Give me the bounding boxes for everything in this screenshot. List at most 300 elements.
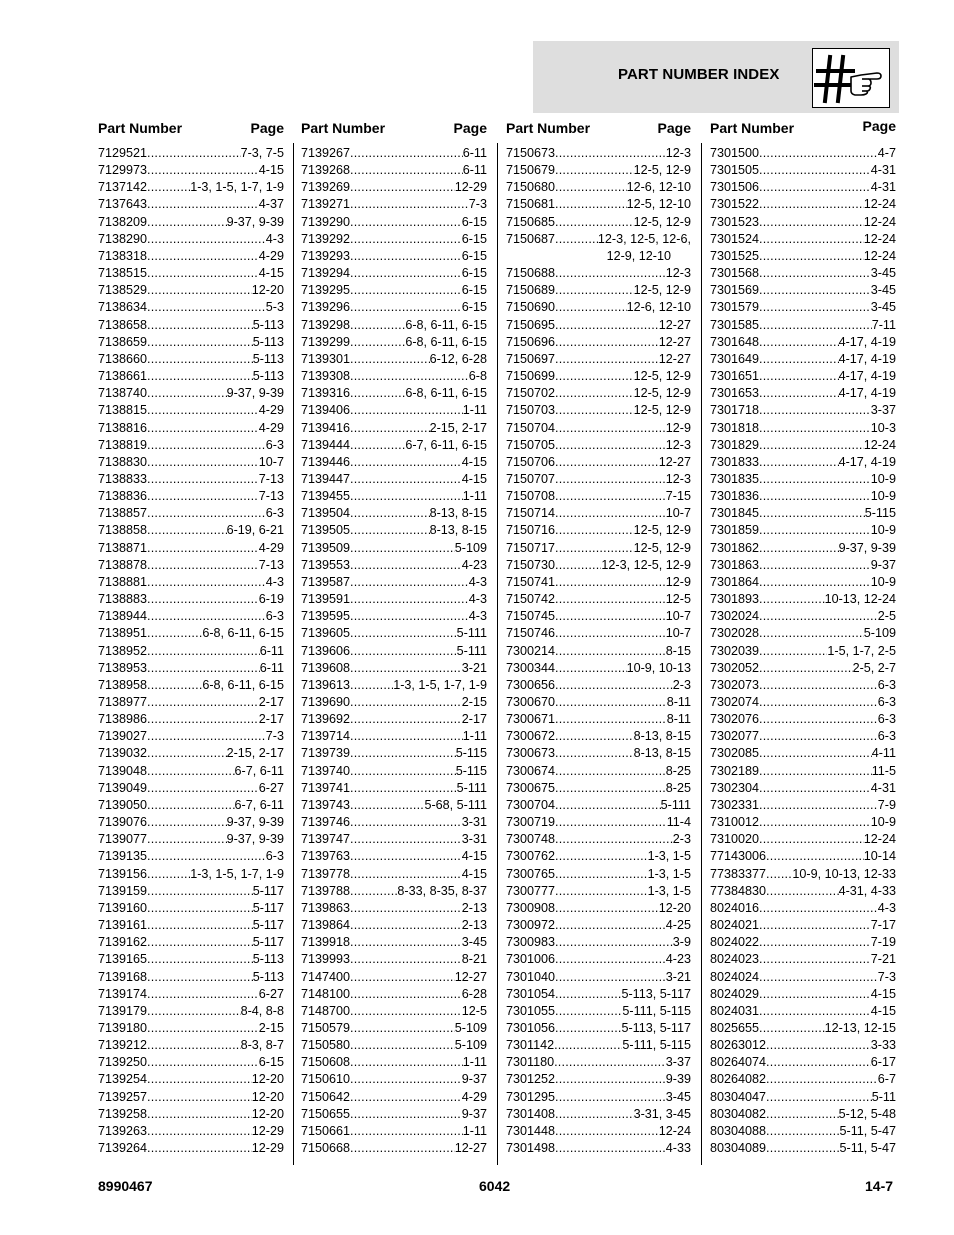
page-reference: 7-21 xyxy=(870,952,896,967)
index-entry xyxy=(506,522,691,539)
dot-leader xyxy=(766,1123,839,1140)
index-entry xyxy=(98,334,284,351)
part-number: 7138819 xyxy=(98,437,148,452)
index-entry xyxy=(301,986,487,1003)
index-entry xyxy=(98,814,284,831)
dot-leader xyxy=(555,317,659,334)
dot-leader xyxy=(147,969,253,986)
page-reference: 8-13, 8-15 xyxy=(633,729,691,744)
part-number: 7138883 xyxy=(98,592,148,607)
page-reference: 12-20 xyxy=(251,1072,284,1087)
index-entry xyxy=(98,1106,284,1123)
part-number: 7300983 xyxy=(506,935,556,950)
part-number: 7150705 xyxy=(506,437,556,452)
dot-leader xyxy=(350,969,455,986)
dot-leader xyxy=(759,505,865,522)
dot-leader xyxy=(555,385,634,402)
index-entry xyxy=(98,505,284,522)
dot-leader xyxy=(147,848,266,865)
dot-leader xyxy=(147,1140,252,1157)
page-reference: 1-11 xyxy=(462,403,487,418)
dot-leader xyxy=(759,900,878,917)
dot-leader xyxy=(147,214,227,231)
dot-leader xyxy=(759,660,853,677)
page-reference: 6-3 xyxy=(265,437,284,452)
index-entry xyxy=(710,505,896,522)
dot-leader xyxy=(555,162,634,179)
index-entry xyxy=(301,437,487,454)
page-reference: 6-15 xyxy=(461,300,487,315)
part-number: 7138986 xyxy=(98,712,148,727)
index-entry xyxy=(98,866,284,883)
index-entry xyxy=(301,385,487,402)
dot-leader xyxy=(350,660,462,677)
dot-leader xyxy=(555,471,666,488)
dot-leader xyxy=(555,848,648,865)
index-entry xyxy=(710,299,896,316)
index-entry xyxy=(98,711,284,728)
part-number: 7139918 xyxy=(301,935,351,950)
index-entry xyxy=(98,831,284,848)
page-reference: 10-9 xyxy=(870,815,896,830)
page-reference: 7-13 xyxy=(258,489,284,504)
page-reference: 12-24 xyxy=(863,832,896,847)
page-reference: 12-24 xyxy=(658,1123,691,1138)
column-header xyxy=(506,120,691,145)
part-number: 7139161 xyxy=(98,918,148,933)
index-column-4 xyxy=(710,118,896,1157)
page-reference: 6-15 xyxy=(461,266,487,281)
dot-leader xyxy=(147,591,259,608)
index-entry xyxy=(301,454,487,471)
index-entry xyxy=(301,1071,487,1088)
page-reference: 12-3, 12-5, 12-6, xyxy=(597,231,691,246)
index-entry xyxy=(98,934,284,951)
index-entry xyxy=(98,282,284,299)
part-number: 77143006 xyxy=(710,849,767,864)
dot-leader xyxy=(759,694,878,711)
index-entry xyxy=(506,231,691,248)
page-reference: 4-31, 4-33 xyxy=(838,883,896,898)
index-entry xyxy=(98,351,284,368)
index-entry xyxy=(710,437,896,454)
index-entry xyxy=(301,848,487,865)
page-reference: 8-21 xyxy=(461,952,487,967)
index-entry xyxy=(98,1037,284,1054)
part-number: 7139162 xyxy=(98,935,148,950)
index-entry xyxy=(710,969,896,986)
part-number: 77384830 xyxy=(710,883,767,898)
page-reference: 6-15 xyxy=(461,214,487,229)
dot-leader xyxy=(350,162,463,179)
page-reference: 4-7 xyxy=(877,146,896,160)
part-number: 7300671 xyxy=(506,712,556,727)
part-number: 7138881 xyxy=(98,574,148,589)
page-reference: 5-109 xyxy=(863,626,896,641)
dot-leader xyxy=(350,334,405,351)
dot-leader xyxy=(759,437,864,454)
page-reference: 6-11 xyxy=(259,643,284,658)
part-number: 7139299 xyxy=(301,334,351,349)
index-entry xyxy=(506,951,691,968)
dot-leader xyxy=(554,1054,666,1071)
index-entry xyxy=(301,471,487,488)
part-number: 7150668 xyxy=(301,1141,351,1156)
dot-leader xyxy=(759,231,864,248)
part-number: 7139505 xyxy=(301,523,351,538)
dot-leader xyxy=(555,591,666,608)
page-reference: 6-8, 6-11, 6-15 xyxy=(202,677,284,692)
dot-leader xyxy=(147,1106,252,1123)
page-reference: 6-11 xyxy=(462,163,487,178)
part-number: 7301506 xyxy=(710,180,760,195)
page-reference: 10-9, 10-13 xyxy=(626,660,691,675)
part-number: 7150716 xyxy=(506,523,556,538)
page-reference: 8-33, 8-35, 8-37 xyxy=(397,883,487,898)
index-entry xyxy=(506,814,691,831)
page-reference: 5-117 xyxy=(252,900,284,915)
page-reference: 6-8 xyxy=(468,369,487,384)
part-number: 7301864 xyxy=(710,574,760,589)
index-entry xyxy=(98,385,284,402)
part-number: 7139301 xyxy=(301,351,351,366)
page-reference: 5-109 xyxy=(454,1038,487,1053)
part-number: 7139504 xyxy=(301,506,351,521)
dot-leader xyxy=(350,1037,455,1054)
index-entry xyxy=(301,883,487,900)
page-reference: 4-37 xyxy=(258,197,284,212)
dot-leader xyxy=(759,368,839,385)
column-header xyxy=(710,118,896,145)
part-number: 7301836 xyxy=(710,489,760,504)
dot-leader xyxy=(147,1037,241,1054)
index-entry xyxy=(301,866,487,883)
page-title: PART NUMBER INDEX xyxy=(618,66,780,83)
part-number: 7301651 xyxy=(710,369,760,384)
page-reference: 10-14 xyxy=(863,849,896,864)
part-number: 7150673 xyxy=(506,146,556,160)
dot-leader xyxy=(759,797,878,814)
page-reference: 4-3 xyxy=(468,592,487,607)
index-entry xyxy=(98,625,284,642)
part-number: 7302189 xyxy=(710,763,760,778)
dot-leader xyxy=(147,934,253,951)
part-number: 7139747 xyxy=(301,832,351,847)
index-entry xyxy=(506,1003,691,1020)
part-number: 8024024 xyxy=(710,969,760,984)
index-entry xyxy=(98,574,284,591)
page-reference: 5-111 xyxy=(456,626,487,641)
part-number: 7139743 xyxy=(301,797,351,812)
dot-leader xyxy=(766,866,792,883)
part-number: 80263012 xyxy=(710,1038,767,1053)
index-entry xyxy=(301,625,487,642)
index-entry xyxy=(301,488,487,505)
part-number: 7139296 xyxy=(301,300,351,315)
part-number: 7300972 xyxy=(506,918,556,933)
index-entry xyxy=(710,1089,896,1106)
dot-leader xyxy=(766,1089,872,1106)
dot-leader xyxy=(759,248,864,265)
part-number: 7138529 xyxy=(98,283,148,298)
dot-leader xyxy=(147,1123,252,1140)
part-number: 7139048 xyxy=(98,763,148,778)
page-reference: 6-15 xyxy=(461,231,487,246)
part-number: 7302074 xyxy=(710,695,760,709)
index-entry xyxy=(301,780,487,797)
dot-leader xyxy=(147,780,259,797)
part-number: 7139292 xyxy=(301,231,351,246)
index-entry xyxy=(301,282,487,299)
page-reference: 10-9 xyxy=(870,489,896,504)
page-reference: 4-3 xyxy=(468,609,487,624)
index-column-3 xyxy=(506,120,691,1157)
page-reference: 4-3 xyxy=(265,231,284,246)
page-reference: 7-13 xyxy=(258,557,284,572)
page-reference: 1-3, 1-5, 1-7, 1-9 xyxy=(393,677,487,692)
index-entry xyxy=(506,505,691,522)
page-reference: 9-37, 9-39 xyxy=(838,540,896,555)
part-number: 7150741 xyxy=(506,574,556,589)
part-number: 7150690 xyxy=(506,300,556,315)
page-reference: 12-13, 12-15 xyxy=(824,1020,896,1035)
part-number: 7139159 xyxy=(98,883,148,898)
part-number: 7302304 xyxy=(710,780,760,795)
page-reference: 5-111 xyxy=(456,780,487,795)
page-reference: 3-37 xyxy=(665,1055,691,1070)
dot-leader xyxy=(350,625,457,642)
page-reference: 6-3 xyxy=(265,849,284,864)
dot-leader xyxy=(555,745,634,762)
part-number: 7139267 xyxy=(301,146,351,160)
dot-leader xyxy=(766,1140,839,1157)
page-reference: 2-15, 2-17 xyxy=(226,746,284,761)
dot-leader xyxy=(350,214,462,231)
part-number: 8024021 xyxy=(710,918,760,933)
page-reference: 6-8, 6-11, 6-15 xyxy=(405,386,487,401)
part-number: 7139778 xyxy=(301,866,351,881)
page-reference: 12-3 xyxy=(665,266,691,281)
dot-leader xyxy=(759,1020,825,1037)
dot-leader xyxy=(350,505,430,522)
index-entry xyxy=(301,728,487,745)
page-reference: 2-13 xyxy=(461,900,487,915)
dot-leader xyxy=(555,694,667,711)
part-number: 7139077 xyxy=(98,832,148,847)
part-number: 7300670 xyxy=(506,695,556,709)
page-reference: 4-23 xyxy=(665,952,691,967)
part-number: 7139606 xyxy=(301,643,351,658)
part-number: 7139295 xyxy=(301,283,351,298)
page-reference: 9-37, 9-39 xyxy=(226,815,284,830)
dot-leader xyxy=(350,471,462,488)
dot-leader xyxy=(759,917,871,934)
part-number: 7150697 xyxy=(506,351,556,366)
page-reference: 1-3, 1-5, 1-7, 1-9 xyxy=(190,866,284,881)
index-entry xyxy=(710,145,896,162)
index-entry xyxy=(506,797,691,814)
index-entry xyxy=(301,1089,487,1106)
part-number: 7138318 xyxy=(98,248,148,263)
dot-leader xyxy=(350,797,424,814)
page-reference: 5-115 xyxy=(455,746,487,761)
dot-leader xyxy=(147,745,227,762)
page-reference: 12-9, 12-10 xyxy=(606,248,671,263)
page-reference: 12-29 xyxy=(251,1141,284,1156)
page-reference: 2-17 xyxy=(258,695,284,709)
part-number: 7150717 xyxy=(506,540,556,555)
dot-leader xyxy=(350,1003,462,1020)
index-entry xyxy=(710,1037,896,1054)
page-reference: 5-3 xyxy=(265,300,284,315)
dot-leader xyxy=(759,145,878,162)
page-reference: 4-33 xyxy=(665,1141,691,1156)
page-reference: 10-7 xyxy=(665,609,691,624)
page-reference: 12-27 xyxy=(454,1141,487,1156)
page-reference: 6-15 xyxy=(461,248,487,263)
part-number: 7300765 xyxy=(506,866,556,881)
part-number-heading: Part Number xyxy=(98,120,183,136)
page-reference: 1-3, 1-5, 1-7, 1-9 xyxy=(190,180,284,195)
page-reference: 10-9, 10-13, 12-33 xyxy=(792,866,896,881)
page-heading: Page xyxy=(250,120,284,136)
dot-leader xyxy=(147,1020,259,1037)
column-divider xyxy=(293,143,294,1165)
dot-leader xyxy=(147,402,259,419)
index-entry xyxy=(710,420,896,437)
page-reference: 3-9 xyxy=(672,935,691,950)
dot-leader xyxy=(759,763,872,780)
index-entry xyxy=(98,745,284,762)
index-entry xyxy=(98,951,284,968)
index-entry xyxy=(710,608,896,625)
index-entry xyxy=(98,1054,284,1071)
index-entry xyxy=(506,179,691,196)
index-entry xyxy=(98,317,284,334)
dot-leader xyxy=(350,196,469,213)
part-number: 7139294 xyxy=(301,266,351,281)
dot-leader xyxy=(147,231,266,248)
page-reference: 6-19, 6-21 xyxy=(226,523,284,538)
dot-leader xyxy=(555,814,667,831)
page-reference: 6-3 xyxy=(877,677,896,692)
index-entry xyxy=(506,986,691,1003)
index-entry xyxy=(710,179,896,196)
page-heading: Page xyxy=(862,118,896,134)
part-number: 7301579 xyxy=(710,300,760,315)
index-entry xyxy=(506,265,691,282)
index-entry xyxy=(506,1106,691,1123)
part-number: 7150714 xyxy=(506,506,556,521)
part-number: 7150708 xyxy=(506,489,556,504)
index-entry xyxy=(98,231,284,248)
dot-leader xyxy=(350,1071,462,1088)
dot-leader xyxy=(555,196,627,213)
dot-leader xyxy=(555,145,666,162)
part-number: 7139746 xyxy=(301,815,351,830)
page-reference: 8-11 xyxy=(666,695,691,709)
page-reference: 4-31 xyxy=(870,163,896,178)
index-entry xyxy=(301,145,487,162)
page-reference: 11-4 xyxy=(666,815,691,830)
dot-leader xyxy=(759,179,871,196)
dot-leader xyxy=(759,677,878,694)
index-entry xyxy=(506,299,691,316)
page-heading: Page xyxy=(453,120,487,136)
part-number: 7301295 xyxy=(506,1089,556,1104)
page-reference: 4-31 xyxy=(870,180,896,195)
dot-leader xyxy=(555,522,634,539)
part-number: 7139269 xyxy=(301,180,351,195)
index-entry xyxy=(506,402,691,419)
page-reference: 12-5, 12-9 xyxy=(633,214,691,229)
dot-leader xyxy=(350,574,469,591)
dot-leader xyxy=(759,385,839,402)
page-reference: 1-3, 1-5 xyxy=(647,849,691,864)
page-reference: 4-11 xyxy=(871,746,896,761)
dot-leader xyxy=(147,437,266,454)
part-number: 7301055 xyxy=(506,1003,556,1018)
dot-leader xyxy=(147,282,252,299)
part-number: 7150580 xyxy=(301,1038,351,1053)
part-number: 7139447 xyxy=(301,471,351,486)
index-entry xyxy=(98,780,284,797)
index-entries xyxy=(98,145,284,1157)
dot-leader xyxy=(147,660,260,677)
dot-leader xyxy=(759,162,871,179)
index-entry xyxy=(506,317,691,334)
dot-leader xyxy=(147,951,253,968)
dot-leader xyxy=(555,402,634,419)
dot-leader xyxy=(350,385,405,402)
page-reference: 8-25 xyxy=(665,780,691,795)
part-number: 7129521 xyxy=(98,146,148,160)
index-entry xyxy=(301,677,487,694)
page-reference: 3-31 xyxy=(461,815,487,830)
index-entry xyxy=(710,986,896,1003)
dot-leader xyxy=(555,420,666,437)
dot-leader xyxy=(555,883,648,900)
part-number: 80304088 xyxy=(710,1123,767,1138)
part-number: 7139416 xyxy=(301,420,351,435)
dot-leader xyxy=(350,917,462,934)
page-reference: 5-11, 5-47 xyxy=(839,1123,896,1138)
page-reference: 8-13, 8-15 xyxy=(429,523,487,538)
dot-leader xyxy=(350,900,462,917)
part-number: 80264082 xyxy=(710,1072,767,1087)
dot-leader xyxy=(759,402,871,419)
page-reference: 6-8, 6-11, 6-15 xyxy=(405,317,487,332)
index-entry xyxy=(710,591,896,608)
part-number: 7138660 xyxy=(98,351,148,366)
page-reference: 9-37 xyxy=(461,1072,487,1087)
part-number: 7139263 xyxy=(98,1123,148,1138)
index-entry xyxy=(98,522,284,539)
part-number: 7300704 xyxy=(506,797,556,812)
part-number: 7301863 xyxy=(710,557,760,572)
part-number: 7150696 xyxy=(506,334,556,349)
index-entries xyxy=(710,145,896,1157)
part-number: 7301569 xyxy=(710,283,760,298)
index-entry xyxy=(506,728,691,745)
dot-leader xyxy=(147,162,259,179)
hash-pointing-hand-icon xyxy=(812,48,890,108)
index-entry xyxy=(710,402,896,419)
page-reference: 3-45 xyxy=(870,266,896,281)
dot-leader xyxy=(350,934,462,951)
index-entry xyxy=(710,385,896,402)
dot-leader xyxy=(555,934,673,951)
